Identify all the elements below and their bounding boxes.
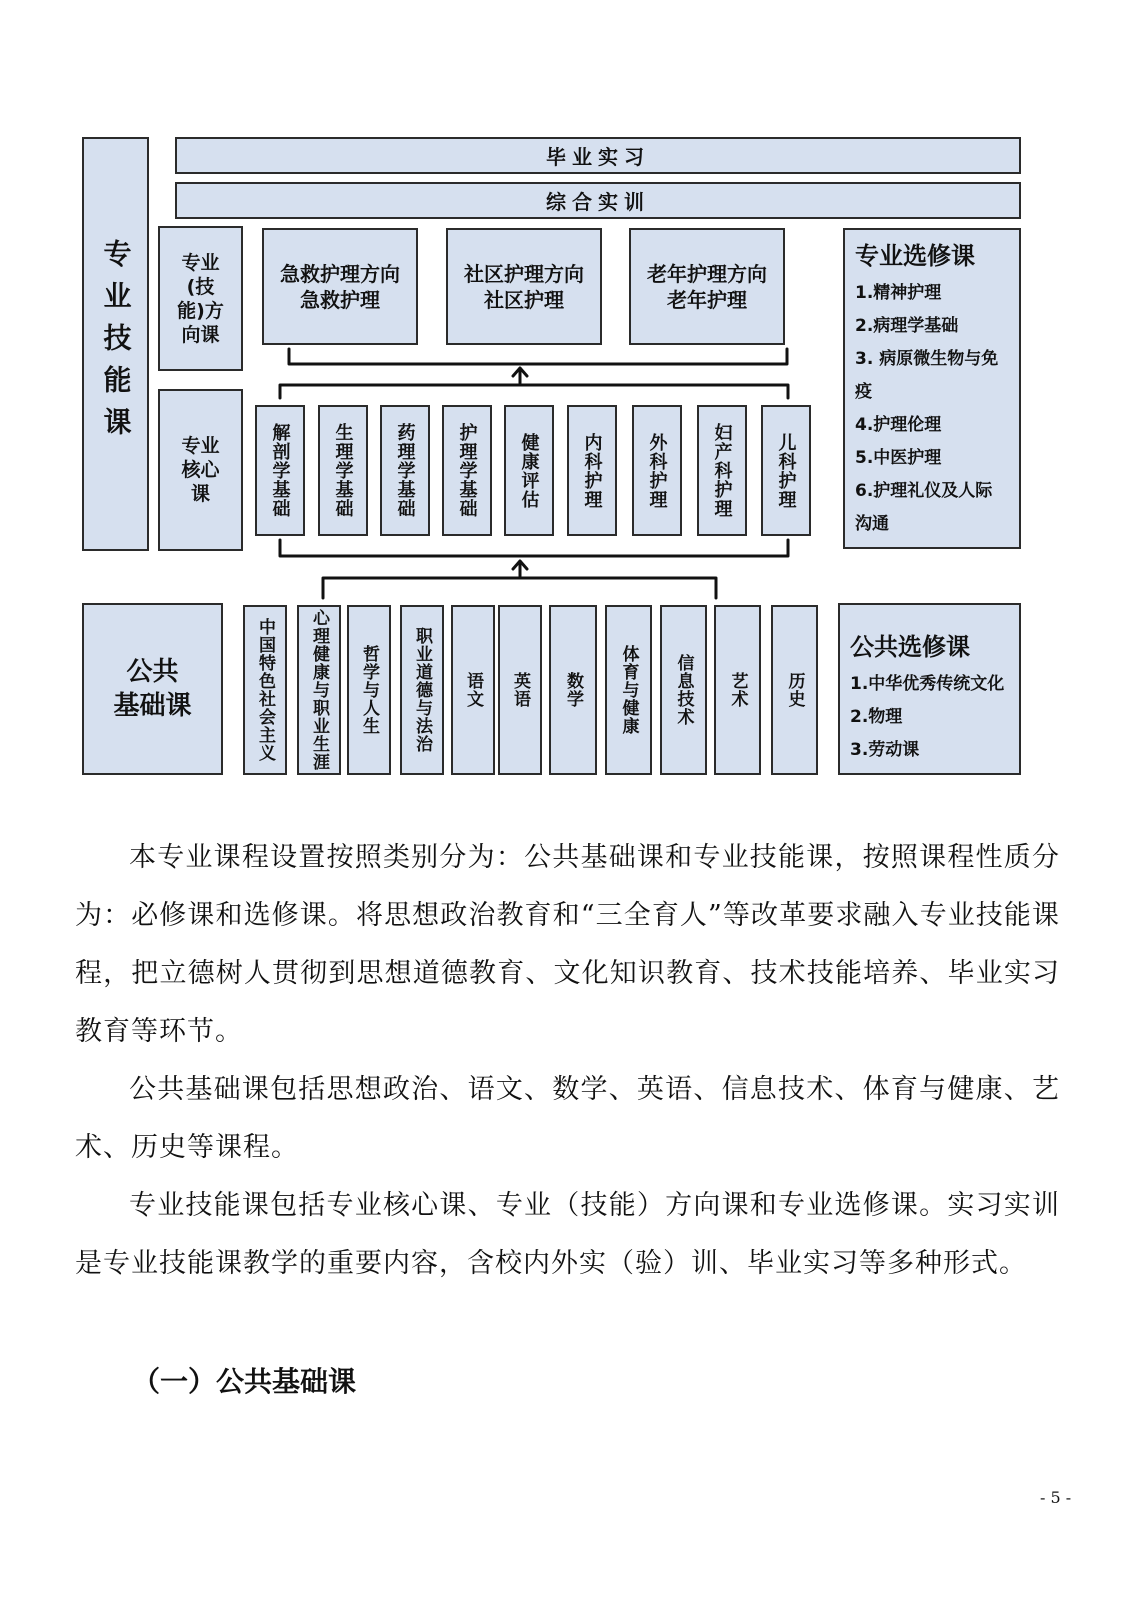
core-course-pharmacology: 药理学基础 xyxy=(380,405,430,536)
public-course-math: 数学 xyxy=(549,605,597,775)
core-course-surgical-nursing: 外科护理 xyxy=(632,405,682,536)
paragraph-2: 公共基础课包括思想政治、语文、数学、英语、信息技术、体育与健康、艺术、历史等课程。 xyxy=(75,1074,1060,1163)
public-top-bracket xyxy=(323,578,716,598)
public-course-it: 信息技术 xyxy=(660,605,707,775)
core-course-health-assessment: 健康评估 xyxy=(504,405,554,536)
core-bottom-bracket xyxy=(280,540,788,556)
skill-elective-item: 疫 xyxy=(855,382,872,402)
public-label-line1: 公共 xyxy=(126,657,179,687)
direction-course: 急救护理 xyxy=(300,287,380,312)
section-heading: （一）公共基础课 xyxy=(132,1365,357,1398)
direction-title: 急救护理方向 xyxy=(280,261,400,286)
direction-title: 老年护理方向 xyxy=(647,261,767,286)
skill-elective-item: 2.病理学基础 xyxy=(855,316,959,336)
public-course-pe-health: 体育与健康 xyxy=(605,605,652,775)
public-course-art: 艺术 xyxy=(714,605,761,775)
core-top-bracket xyxy=(280,385,788,398)
core-course-obstetric-nursing: 妇产科护理 xyxy=(697,405,747,536)
skill-elective-item: 6.护理礼仪及人际 xyxy=(855,481,993,501)
bar-graduation-internship: 毕业实习 xyxy=(175,137,1021,174)
public-course-mental-health: 心理健康与职业生涯 xyxy=(297,605,341,775)
paragraph-3: 专业技能课包括专业核心课、专业（技能）方向课和专业选修课。实习实训是专业技能课教学的重要内容，含校内外实（验）训、毕业实习等多种形式。 xyxy=(75,1190,1060,1279)
direction-title: 社区护理方向 xyxy=(464,261,584,286)
bar-comprehensive-training: 综合实训 xyxy=(175,182,1021,219)
public-elective-item: 3.劳动课 xyxy=(850,740,920,760)
skill-elective-item: 3. 病原微生物与免 xyxy=(855,349,999,369)
page-number: - 5 - xyxy=(1040,1488,1072,1507)
public-course-english: 英语 xyxy=(498,605,542,775)
public-course-socialism: 中国特色社会主义 xyxy=(243,605,287,775)
public-course-ethics-law: 职业道德与法治 xyxy=(400,605,444,775)
core-course-pediatric-nursing: 儿科护理 xyxy=(761,405,811,536)
skill-elective-item: 1.精神护理 xyxy=(855,283,942,303)
direction-bracket xyxy=(289,349,787,364)
core-course-anatomy: 解剖学基础 xyxy=(255,405,305,536)
public-label-line2: 基础课 xyxy=(113,691,192,721)
skill-elective-item: 5.中医护理 xyxy=(855,448,942,468)
core-course-physiology: 生理学基础 xyxy=(318,405,368,536)
public-course-chinese: 语文 xyxy=(451,605,495,775)
public-course-philosophy: 哲学与人生 xyxy=(347,605,391,775)
direction-course: 社区护理 xyxy=(484,287,564,312)
core-course-label: 专业核心课 xyxy=(158,389,243,551)
core-course-internal-nursing: 内科护理 xyxy=(567,405,617,536)
paragraph-1: 本专业课程设置按照类别分为：公共基础课和专业技能课，按照课程性质分为：必修课和选修课。将思想政治教育和“三全育人”等改革要求融入专业技能课程，把立德树人贯彻到思想道德教育、文化知识教育、技术技能培养、毕业实习教育等环节。 xyxy=(75,842,1060,1047)
public-course-history: 历史 xyxy=(771,605,818,775)
public-elective-item: 2.物理 xyxy=(850,707,903,727)
skill-elective-item: 4.护理伦理 xyxy=(855,415,942,435)
skill-course-label: 专业技能课 xyxy=(82,137,149,551)
skill-elective-title: 专业选修课 xyxy=(855,242,975,270)
core-course-nursing-basics: 护理学基础 xyxy=(442,405,492,536)
skill-elective-item: 沟通 xyxy=(855,514,889,534)
public-elective-item: 1.中华优秀传统文化 xyxy=(850,674,1005,694)
public-elective-title: 公共选修课 xyxy=(850,633,970,661)
direction-course-label: 专业(技能)方向课 xyxy=(158,226,243,371)
direction-course: 老年护理 xyxy=(667,287,747,312)
